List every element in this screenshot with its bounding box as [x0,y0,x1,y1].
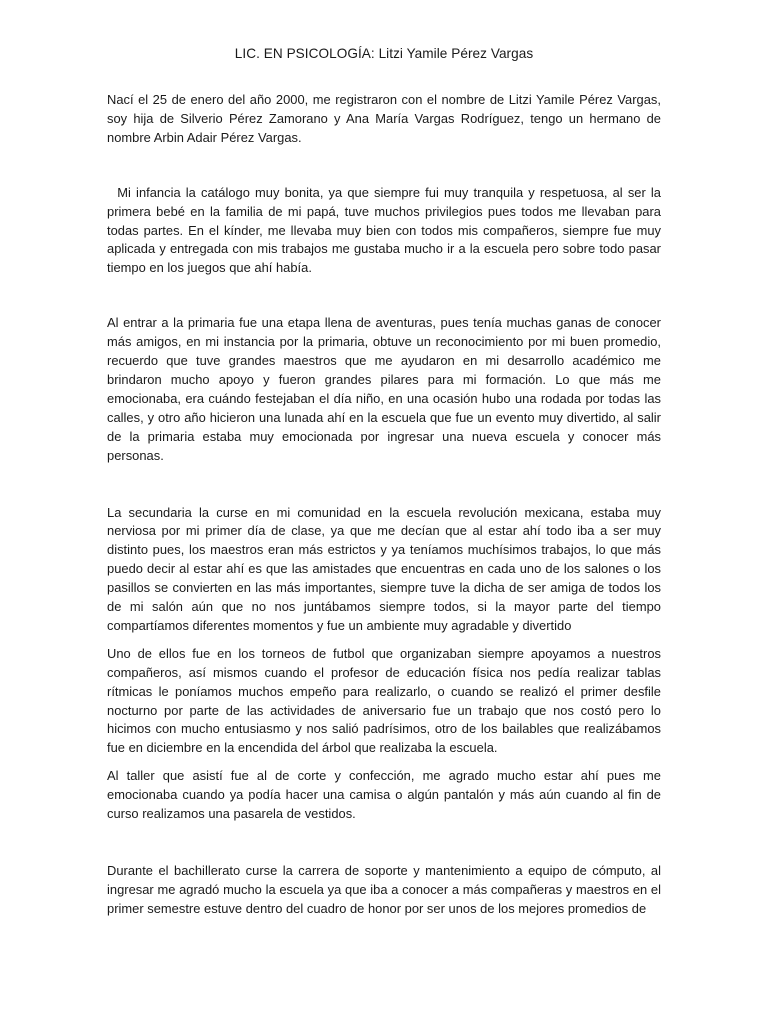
paragraph-birth: Nací el 25 de enero del año 2000, me registraron con el nombre de Litzi Yamile Pérez Vargas, soy hija de Silverio Pérez Zamorano y Ana María Vargas Rodríguez, tengo un hermano de nombre Arbin Adair Pérez Vargas. [107,92,661,145]
paragraph-secondary-school: La secundaria la curse en mi comunidad en la escuela revolución mexicana, estaba muy nerviosa por mi primer día de clase, ya que me decían que al estar ahí todo iba a ser muy distinto pues, los maestros eran más estrictos y ya teníamos muchísimos trabajos, lo que más puedo decir al estar ahí es que las amistades que encuentras en cada uno de los salones o los pasillos se convierten en las más importantes, siempre tuve la dicha de ser amiga de todos los de mi salón aún que no nos juntábamos siempre todos, si la mayor parte del tiempo compartíamos diferentes momentos y fue un ambiente muy agradable y divertido [107,504,661,633]
paragraph-activities: Uno de ellos fue en los torneos de futbol que organizaban siempre apoyamos a nuestros compañeros, así mismos cuando el profesor de educación física nos pedía realizar tablas rítmicas le poníamos muchos empeño para realizarlo, o cuando se realizó el primer desfile nocturno por parte de las actividades de aniversario fue un trabajo que nos costó pero lo hicimos con mucho entusiasmo y nos salió padrísimos, otro de los bailables que realizábamos fue en diciembre en la encendida del árbol que realizaba la escuela. [107,645,661,756]
document-title: LIC. EN PSICOLOGÍA: Litzi Yamile Pérez Vargas [234,46,534,61]
paragraph-workshop: Al taller que asistí fue al de corte y confección, me agrado mucho estar ahí pues me emocionaba cuando ya podía hacer una camisa o algún pantalón y más aún cuando al fin de curso realizamos una pasarela de vestidos. [107,768,661,822]
paragraph-high-school: Durante el bachillerato curse la carrera de soporte y mantenimiento a equipo de cómputo, al ingresar me agradó mucho la escuela ya que iba a conocer a más compañeras y maestros en el primer semestre estuve dentro del cuadro de honor por ser unos de los mejores promedios de [107,863,661,916]
paragraph-primary-school: Al entrar a la primaria fue una etapa llena de aventuras, pues tenía muchas ganas de conocer más amigos, en mi instancia por la primaria, obtuve un reconocimiento por mi buen promedio, recuerdo que tuve grandes maestros que me ayudaron en mi desarrollo académico me brindaron mucho apoyo y fueron grandes pilares para mi formación. Lo que más me emocionaba, era cuándo festejaban el día niño, en una ocasión hubo una rodada por todas las calles, y otro año hicieron una lunada ahí en la escuela que fue un evento muy divertido, al salir de la primaria estaba muy emocionada por ingresar una nueva escuela y conocer más personas. [107,315,661,463]
paragraph-childhood: Mi infancia la catálogo muy bonita, ya que siempre fui muy tranquila y respetuosa, al ser la primera bebé en la familia de mi papá, tuve muchos privilegios pues todos me llevaban para todas partes. En el kínder, me llevaba muy bien con todos mis compañeros, siempre fue muy aplicada y entregada con mis trabajos me gustaba mucho ir a la escuela pero sobre todo pasar tiempo en los juegos que ahí había. [107,184,665,276]
